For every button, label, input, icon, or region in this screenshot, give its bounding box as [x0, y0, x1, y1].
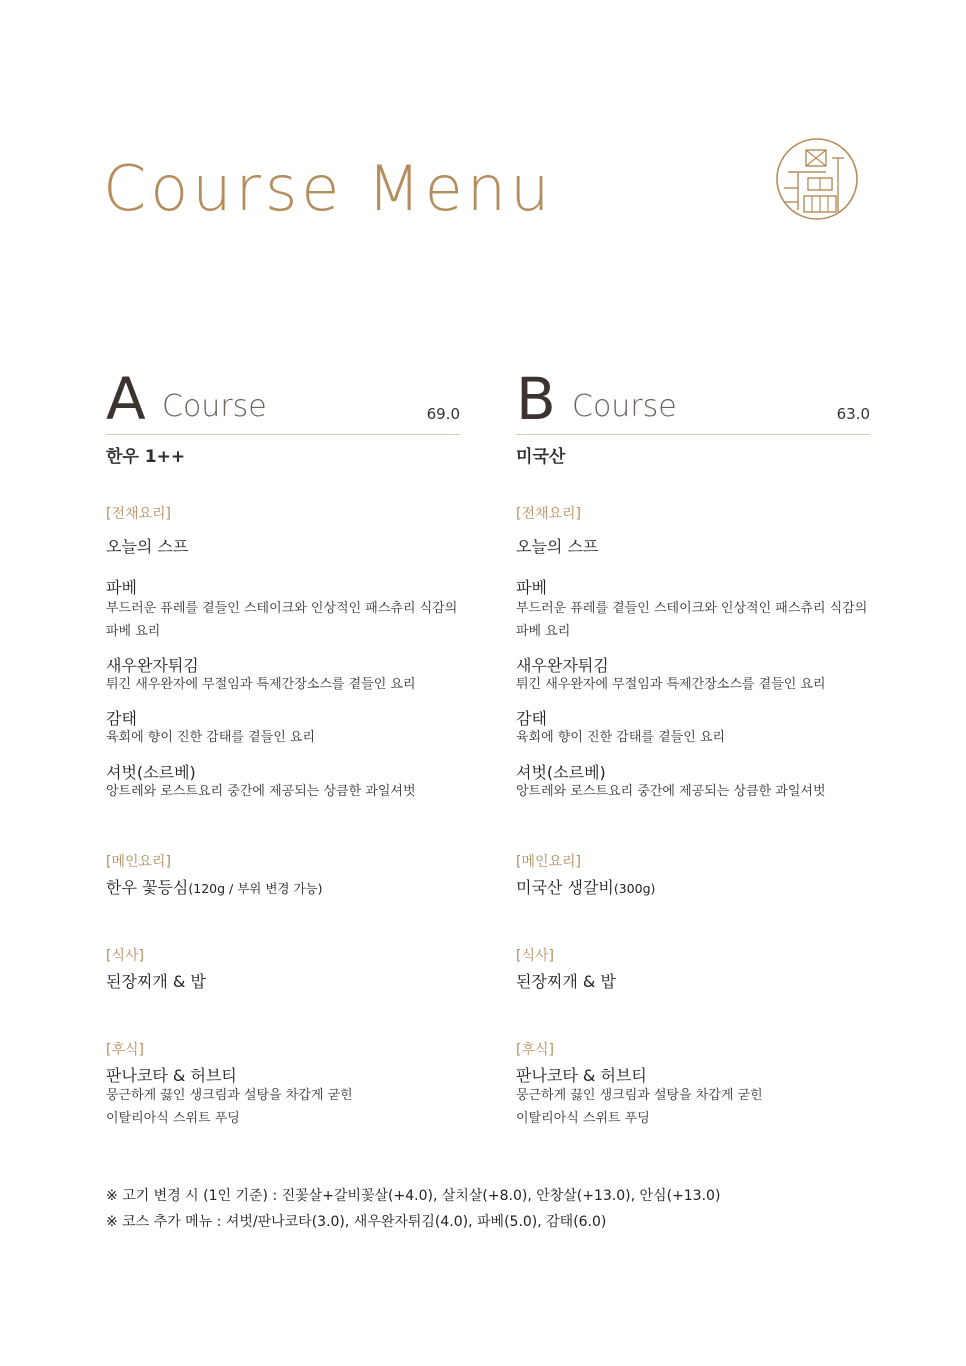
- dessert-name: 판나코타 & 허브티: [516, 1066, 647, 1085]
- menu-item-name: 감태: [516, 709, 547, 728]
- menu-item-name: 오늘의 스프: [516, 537, 599, 556]
- main-dish-name: 한우 꽃등심: [106, 878, 189, 897]
- main-section-label: [메인요리]: [106, 854, 172, 870]
- main-dish-note: (120g / 부위 변경 가능): [188, 881, 323, 896]
- course-a-header: [106, 365, 460, 435]
- meal-section-label: [식사]: [516, 948, 554, 964]
- menu-item-name: 셔벗(소르베): [516, 763, 606, 782]
- menu-item-desc: 튀긴 새우완자에 무절임과 특제간장소스를 곁들인 요리: [106, 677, 416, 692]
- main-dish-name: 미국산 생갈비: [516, 878, 614, 897]
- menu-item-name: 감태: [106, 709, 137, 728]
- course-letter: B: [516, 365, 556, 433]
- dessert-name: 판나코타 & 허브티: [106, 1066, 237, 1085]
- meat-origin: 미국산: [516, 447, 566, 467]
- menu-item-name: 새우완자튀김: [516, 656, 609, 675]
- dessert-desc: 뭉근하게 끓인 생크림과 설탕을 차갑게 굳힌 이탈리아식 스위트 푸딩: [106, 1088, 353, 1126]
- course-letter: A: [106, 365, 146, 433]
- menu-item-name: 파베: [106, 578, 137, 597]
- menu-item-desc: 튀긴 새우완자에 무절임과 특제간장소스를 곁들인 요리: [516, 677, 826, 692]
- menu-item-desc: 부드러운 퓨레를 곁들인 스테이크와 인상적인 패스츄리 식감의 파베 요리: [516, 601, 868, 639]
- course-addon-note: ※ 코스 추가 메뉴 : 셔벗/판나코타(3.0), 새우완자튀김(4.0), 파베(5.0), 감태(6.0): [106, 1214, 607, 1230]
- menu-item-name: 오늘의 스프: [106, 537, 189, 556]
- main-dish: [516, 875, 655, 898]
- menu-item-desc: 육회에 향이 진한 감태를 곁들인 요리: [106, 730, 316, 745]
- course-a-column: [106, 365, 460, 1126]
- menu-item-desc: 부드러운 퓨레를 곁들인 스테이크와 인상적인 패스츄리 식감의 파베 요리: [106, 601, 458, 639]
- course-name: Course: [572, 389, 677, 424]
- dessert-desc: 뭉근하게 끓인 생크림과 설탕을 차갑게 굳힌 이탈리아식 스위트 푸딩: [516, 1088, 763, 1126]
- course-name: Course: [162, 389, 267, 424]
- meat-origin: 한우 1++: [106, 447, 186, 467]
- main-section-label: [메인요리]: [516, 854, 582, 870]
- course-price: 63.0: [836, 405, 870, 423]
- meal-item: 된장찌개 & 밥: [516, 972, 616, 991]
- course-b-column: [516, 365, 870, 1126]
- appetizer-section-label: [전채요리]: [106, 506, 172, 522]
- menu-item-desc: 육회에 향이 진한 감태를 곁들인 요리: [516, 730, 726, 745]
- appetizer-section-label: [전채요리]: [516, 506, 582, 522]
- menu-item-desc: 앙트레와 로스트요리 중간에 제공되는 상큼한 과일셔벗: [516, 784, 826, 799]
- menu-item-name: 새우완자튀김: [106, 656, 199, 675]
- course-price: 69.0: [426, 405, 460, 423]
- menu-item-name: 파베: [516, 578, 547, 597]
- menu-item-desc: 앙트레와 로스트요리 중간에 제공되는 상큼한 과일셔벗: [106, 784, 416, 799]
- dessert-section-label: [후식]: [516, 1042, 554, 1058]
- dessert-section-label: [후식]: [106, 1042, 144, 1058]
- seal-logo-icon: [774, 136, 860, 222]
- meal-item: 된장찌개 & 밥: [106, 972, 206, 991]
- course-b-header: [516, 365, 870, 435]
- page-title: Course Menu: [103, 152, 554, 225]
- main-dish-note: (300g): [613, 881, 656, 896]
- meat-change-note: ※ 고기 변경 시 (1인 기준) : 진꽃살+갈비꽃살(+4.0), 살치살(+8.0), 안창살(+13.0), 안심(+13.0): [106, 1188, 721, 1204]
- main-dish: [106, 875, 322, 898]
- menu-item-name: 셔벗(소르베): [106, 763, 196, 782]
- meal-section-label: [식사]: [106, 948, 144, 964]
